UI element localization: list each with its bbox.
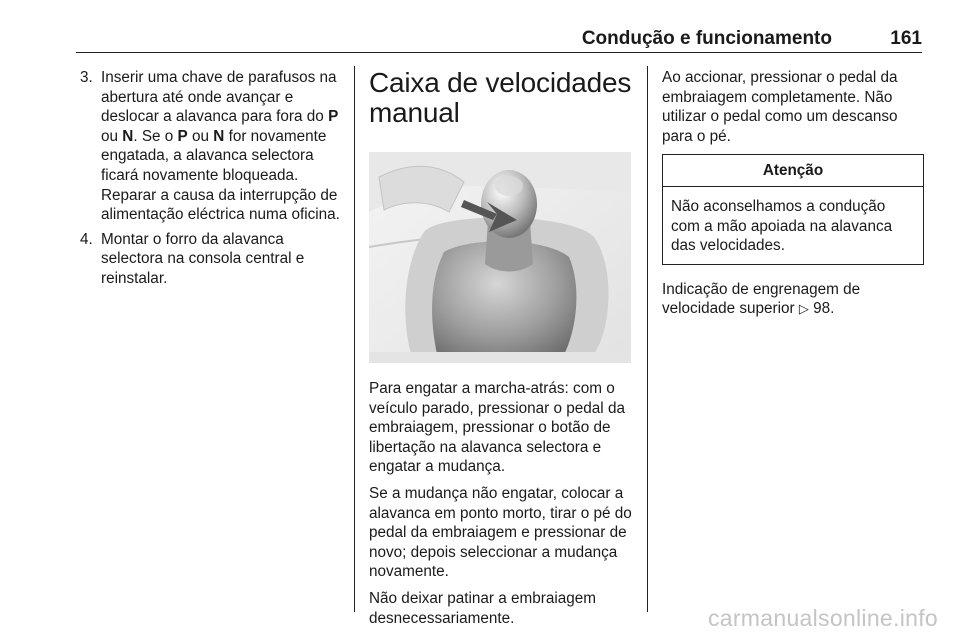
step-number: 3. bbox=[80, 69, 93, 86]
paragraph: Não deixar patinar a embraiagem desnecessariamente. bbox=[369, 589, 597, 627]
section-title: Caixa de velocidades manual bbox=[369, 67, 632, 128]
caution-text: Não aconselhamos a condução com a mão apoiada na alavanca das velocidades. bbox=[671, 197, 893, 255]
list-item bbox=[78, 68, 342, 225]
gear-lever-image bbox=[369, 152, 631, 363]
watermark: carmanualsonline.info bbox=[707, 605, 938, 631]
step-number: 4. bbox=[80, 230, 93, 248]
paragraph: Para engatar a marcha-atrás: com o veículo parado, pressionar o pedal da embraiagem, pressionar o botão de libertação na alavanca selectora e engatar a mudança. bbox=[369, 380, 625, 476]
column-right bbox=[662, 68, 924, 326]
reference-arrow-icon: ▷ bbox=[798, 301, 809, 317]
caution-title: Atenção bbox=[663, 155, 923, 187]
step-text: Montar o forro da alavanca selectora na consola central e reinstalar. bbox=[101, 230, 305, 287]
gear-lever-illustration bbox=[369, 152, 631, 363]
column-left bbox=[78, 68, 342, 294]
paragraph: Ao accionar, pressionar o pedal da embraiagem completamente. Não utilizar o pedal como um descanso para o pé. bbox=[662, 69, 898, 145]
cross-reference[interactable]: Indicação de engrenagem de velocidade superior ▷ 98. bbox=[662, 280, 861, 318]
column-middle bbox=[369, 68, 633, 635]
page-header bbox=[76, 28, 922, 53]
paragraph: Se a mudança não engatar, colocar a alavanca em ponto morto, tirar o pé do pedal da embraiagem e pressionar de novo; depois seleccionar a mudança novamente. bbox=[369, 484, 632, 581]
steps-list bbox=[78, 68, 342, 289]
column-divider-left bbox=[354, 66, 355, 612]
column-divider-right bbox=[647, 66, 648, 612]
list-item bbox=[78, 230, 342, 289]
caution-box bbox=[662, 154, 924, 264]
step-text: Inserir uma chave de parafusos na abertura até onde avançar e deslocar a alavanca para fora do P ou N. Se o P ou N for novamente engatada, a alavanca selectora ficará novamente bloqueada. Reparar a causa da interrupção de alimentação eléctrica numa oficina. bbox=[101, 69, 340, 224]
reference-page: 98. bbox=[813, 300, 835, 318]
chapter-title: Condução e funcionamento bbox=[581, 28, 832, 49]
page-number: 161 bbox=[890, 28, 922, 49]
